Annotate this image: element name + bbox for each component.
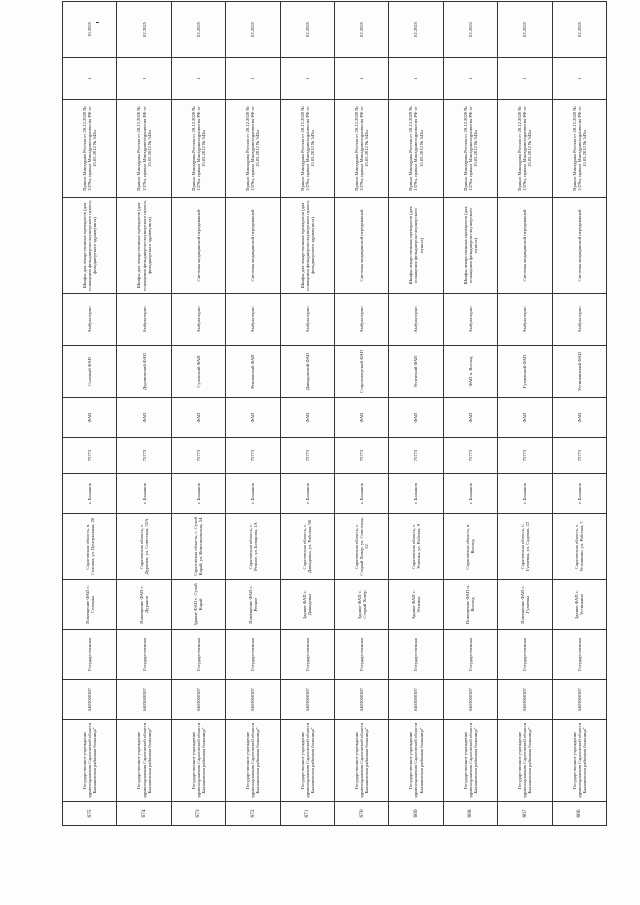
cell-address: Саратовская область, с. Давыдовка, ул. Рабочая, 98 [280, 514, 334, 580]
cell-ogrn: 6403000387 [226, 680, 280, 720]
cell-count: 1 [226, 58, 280, 100]
cell-name: Устинкинский ФАП [552, 346, 606, 398]
cell-care: Амбулаторно [226, 294, 280, 346]
cell-ogrn: 6403000387 [389, 680, 443, 720]
cell-type: ФАП [443, 398, 497, 438]
table-row [226, 2, 280, 826]
cell-premises: Здание ФАП с. Устинкино [552, 580, 606, 630]
cell-org: Государственное учреждение здравоохранения Саратовской области Балашовская районная больница" [443, 720, 497, 802]
cell-date: 02.2025 [171, 2, 225, 58]
cell-city: г. Балашов [63, 474, 117, 514]
cell-count: 1 [552, 58, 606, 100]
table-row [280, 2, 334, 826]
cell-city: г. Балашов [498, 474, 552, 514]
cell-care: Амбулаторно [63, 294, 117, 346]
cell-code: 75773 [226, 438, 280, 474]
cell-premises: Помещение ФАП п. Восход [443, 580, 497, 630]
cell-num: 669 [389, 802, 443, 826]
cell-premises: Помещение ФАП с. Гуляевка [498, 580, 552, 630]
cell-name: Суховский ФАП [171, 346, 225, 398]
cell-ogrn: 6403000387 [552, 680, 606, 720]
cell-type: ФАП [63, 398, 117, 438]
cell-premises: Помещение ФАП с. Репное [226, 580, 280, 630]
cell-ogrn: 6403000387 [498, 680, 552, 720]
table-row [334, 2, 388, 826]
cell-type: ФАП [552, 398, 606, 438]
cell-doc: Приказ Минздрава России от 28.12.2020 № 1379н, приказ Минздравсоцразвития РФ от 15.05.2012 № 543н [334, 100, 388, 198]
cell-address: Саратовская область, с. Сухой Карай, ул. Комсомольская, 54 [171, 514, 225, 580]
cell-activity: Системы медицинской передвижной [334, 198, 388, 294]
cell-num: 670 [334, 802, 388, 826]
cell-ownership: Государственная [334, 630, 388, 680]
cell-ownership: Государственная [280, 630, 334, 680]
cell-ownership: Государственная [226, 630, 280, 680]
cell-num: 671 [280, 802, 334, 826]
cell-date: 02.2025 [552, 2, 606, 58]
equipment-table [62, 1, 607, 826]
cell-count: 1 [334, 58, 388, 100]
cell-activity: Шкафы лекарственных препаратов (для оснащения фельдшерско-акушерского пункта) [389, 198, 443, 294]
cell-city: г. Балашов [443, 474, 497, 514]
cell-city: г. Балашов [334, 474, 388, 514]
cell-ownership: Государственная [63, 630, 117, 680]
cell-activity: Системы медицинской передвижной [171, 198, 225, 294]
cell-care: Амбулаторно [171, 294, 225, 346]
cell-doc: Приказ Минздрава России от 28.12.2020 № 1379н, приказ Минздравсоцразвития РФ от 15.05.2012 № 543н [389, 100, 443, 198]
cell-premises: Здание ФАП с. Сухой Карай [171, 580, 225, 630]
cell-code: 75773 [389, 438, 443, 474]
cell-num: 675 [63, 802, 117, 826]
cell-date: 02.2025 [334, 2, 388, 58]
cell-name: ФАП п. Восход [443, 346, 497, 398]
cell-address: Саратовская область, п. Восход [443, 514, 497, 580]
cell-date: 02.2025 [226, 2, 280, 58]
cell-date: 02.2022 [443, 2, 497, 58]
cell-org: Государственное учреждение здравоохранения Саратовской области Балашовская районная больница" [498, 720, 552, 802]
cell-care: Амбулаторно [117, 294, 171, 346]
cell-ogrn: 6403000387 [117, 680, 171, 720]
cell-ownership: Государственная [171, 630, 225, 680]
cell-num: 674 [117, 802, 171, 826]
cell-care: Амбулаторно [389, 294, 443, 346]
table-row [63, 2, 117, 826]
cell-ogrn: 6403000387 [334, 680, 388, 720]
cell-type: ФАП [334, 398, 388, 438]
cell-date: 02.2025 [389, 2, 443, 58]
cell-code: 75773 [552, 438, 606, 474]
cell-address: Саратовская область, с. Гуляевка, ул. Садовая, 22 [498, 514, 552, 580]
cell-city: г. Балашов [552, 474, 606, 514]
cell-org: Государственное учреждение здравоохранения Саратовской области Балашовская районная больница" [226, 720, 280, 802]
cell-code: 75773 [63, 438, 117, 474]
cell-org: Государственное учреждение здравоохранения Саратовской области Балашовская районная больница" [334, 720, 388, 802]
cell-care: Амбулаторно [498, 294, 552, 346]
cell-count: 1 [63, 58, 117, 100]
cell-ownership: Государственная [443, 630, 497, 680]
cell-ownership: Государственная [552, 630, 606, 680]
cell-num: 668 [443, 802, 497, 826]
cell-code: 75773 [280, 438, 334, 474]
cell-city: г. Балашов [117, 474, 171, 514]
cell-doc: Приказ Минздрава России от 28.12.2020 № 1379н, приказ Минздравсоцразвития РФ от 15.05.2012 № 543н [117, 100, 171, 198]
cell-org: Государственное учреждение здравоохранения Саратовской области Балашовская районная больница" [171, 720, 225, 802]
cell-type: ФАП [498, 398, 552, 438]
table-row [498, 2, 552, 826]
cell-doc: Приказ Минздрава России от 28.12.2020 № 1379н, приказ Минздравсоцразвития РФ от 15.05.2012 № 543н [226, 100, 280, 198]
cell-code: 75773 [117, 438, 171, 474]
cell-name: Дурановский ФАП [117, 346, 171, 398]
cell-ogrn: 6403000387 [443, 680, 497, 720]
cell-ownership: Государственная [389, 630, 443, 680]
cell-doc: Приказ Минздрава России от 28.12.2020 № 1379н, приказ Минздравсоцразвития РФ от 15.05.2012 № 543н [280, 100, 334, 198]
cell-city: г. Балашов [280, 474, 334, 514]
cell-doc: Приказ Минздрава России от 28.12.2020 № 1379н, приказ Минздравсоцразвития РФ от 15.05.2012 № 543н [443, 100, 497, 198]
cell-activity: Системы медицинской передвижной [552, 198, 606, 294]
cell-name: Соловый ФАП [63, 346, 117, 398]
cell-premises: Здание ФАП с. Давыдовка [280, 580, 334, 630]
cell-type: ФАП [389, 398, 443, 438]
cell-name: Гуляевский ФАП [498, 346, 552, 398]
cell-ownership: Государственная [498, 630, 552, 680]
cell-code: 75773 [498, 438, 552, 474]
cell-name: Успенский ФАП [389, 346, 443, 398]
cell-activity: Системы медицинской передвижной [498, 198, 552, 294]
cell-count: 1 [443, 58, 497, 100]
cell-care: Амбулаторно [280, 294, 334, 346]
cell-premises: Помещение ФАП с. Соломка [63, 580, 117, 630]
cell-type: ФАП [226, 398, 280, 438]
cell-name: Старохоперский ФАП [334, 346, 388, 398]
cell-num: 667 [498, 802, 552, 826]
cell-city: г. Балашов [226, 474, 280, 514]
cell-type: ФАП [117, 398, 171, 438]
table-row [117, 2, 171, 826]
table-row [171, 2, 225, 826]
cell-org: Государственное учреждение здравоохранения Саратовской области Балашовская районная больница" [552, 720, 606, 802]
cell-city: г. Балашов [171, 474, 225, 514]
cell-ogrn: 6403000387 [63, 680, 117, 720]
cell-num: 672 [226, 802, 280, 826]
cell-care: Амбулаторно [443, 294, 497, 346]
cell-type: ФАП [280, 398, 334, 438]
cell-city: г. Балашов [389, 474, 443, 514]
table-body [63, 2, 607, 826]
cell-address: Саратовская область, п. Соловка, ул. Центральная, 26 [63, 514, 117, 580]
cell-premises: Здание ФАП с. Старый Хопер [334, 580, 388, 630]
cell-count: 1 [280, 58, 334, 100]
cell-address: Саратовская область, с. Старый Хопер, ул. Советская, 52 [334, 514, 388, 580]
cell-org: Государственное учреждение здравоохранения Саратовской области Балашовская районная больница" [63, 720, 117, 802]
cell-org: Государственное учреждение здравоохранения Саратовской области Балашовская районная больница" [280, 720, 334, 802]
cell-count: 1 [171, 58, 225, 100]
cell-address: Саратовская область, с. Репное, ул. Бочарова, 1А [226, 514, 280, 580]
cell-name: Давыдовский ФАП [280, 346, 334, 398]
cell-code: 75773 [443, 438, 497, 474]
cell-type: ФАП [171, 398, 225, 438]
cell-address: Саратовская область, с. Дуранов, ул. Советская, 32А [117, 514, 171, 580]
cell-ogrn: 6403000387 [171, 680, 225, 720]
cell-care: Амбулаторно [334, 294, 388, 346]
table-row [443, 2, 497, 826]
cell-date: 02.2025 [498, 2, 552, 58]
cell-activity: Системы медицинской передвижной [226, 198, 280, 294]
cell-count: 1 [498, 58, 552, 100]
cell-count: 1 [389, 58, 443, 100]
cell-name: Репновский ФАП [226, 346, 280, 398]
cell-doc: Приказ Минздрава России от 28.12.2020 № 1379н, приказ Минздравсоцразвития РФ от 15.05.2012 № 543н [552, 100, 606, 198]
cell-org: Государственное учреждение здравоохранения Саратовской области Балашовская районная больница" [389, 720, 443, 802]
cell-date: 10.2025 [63, 2, 117, 58]
cell-code: 75773 [171, 438, 225, 474]
cell-num: 666 [552, 802, 606, 826]
cell-doc: Приказ Минздрава России от 28.12.2020 № 1379н, приказ Минздравсоцразвития РФ от 15.05.2012 № 543н [498, 100, 552, 198]
cell-activity: Шкафы для лекарственных препаратов (для оснащения фельдшерско-акушерского пункта, фельдшерского здравпункта) [117, 198, 171, 294]
cell-date: 02.2025 [117, 2, 171, 58]
cell-org: Государственное учреждение здравоохранения Саратовской области Балашовская районная больница" [117, 720, 171, 802]
cell-ogrn: 6403000387 [280, 680, 334, 720]
rotated-table-wrapper [62, 22, 607, 826]
cell-count: 1 [117, 58, 171, 100]
cell-date: 02.2025 [280, 2, 334, 58]
cell-activity: Шкафы лекарственных препаратов (для оснащения фельдшерско-акушерского пункта) [443, 198, 497, 294]
table-row [389, 2, 443, 826]
cell-num: 673 [171, 802, 225, 826]
cell-activity: Шкафы для лекарственных препаратов (для оснащения фельдшерско-акушерского пункта, фельдшерского здравпункта) [63, 198, 117, 294]
cell-care: Амбулаторно [552, 294, 606, 346]
cell-doc: Приказ Минздрава России от 28.12.2020 № 1379н, приказ Минздравсоцразвития РФ от 15.05.2012 № 543н [171, 100, 225, 198]
cell-ownership: Государственная [117, 630, 171, 680]
cell-doc: Приказ Минздрава России от 28.12.2020 № 1379н, приказ Минздравсоцразвития РФ от 15.05.2012 № 543н [63, 100, 117, 198]
cell-activity: Шкафы для лекарственных препаратов (для оснащения фельдшерско-акушерского пункта, фельдшерского здравпункта) [280, 198, 334, 294]
cell-address: Саратовская область, с. Успенка, ул. Рабочая, 9 [389, 514, 443, 580]
cell-premises: Помещение ФАП с. Дуранов [117, 580, 171, 630]
cell-code: 75773 [334, 438, 388, 474]
cell-premises: Здание ФАП с. Успенка [389, 580, 443, 630]
cell-address: Саратовская область, с. Устинкино, ул. Рабочая, 7 [552, 514, 606, 580]
table-row [552, 2, 606, 826]
